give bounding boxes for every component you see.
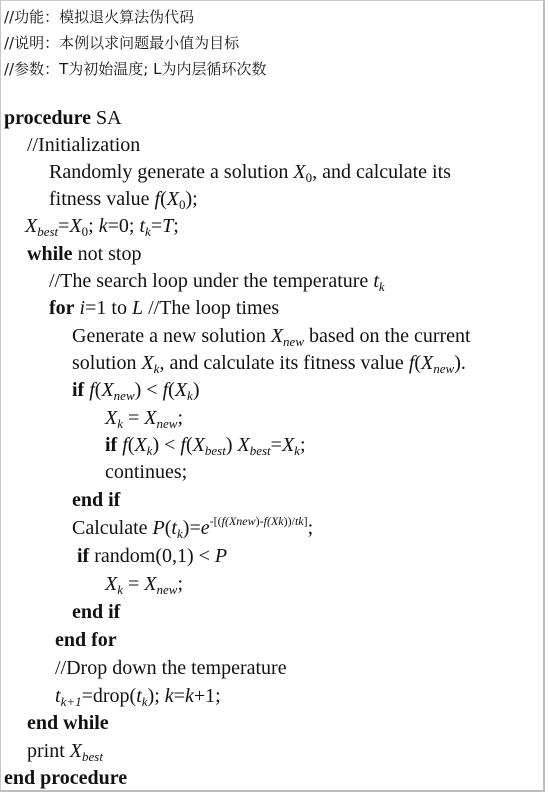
comment-function: //功能：模拟退火算法伪代码 bbox=[4, 8, 195, 26]
comment-note: //说明：本例以求问题最小值为目标 bbox=[4, 34, 240, 52]
code-line-calculate-p: Calculate $P(t_k)=e^{-[(f(Xnew)-f(Xk))/tk]}$; bbox=[72, 514, 314, 541]
kw-procedure: procedure bbox=[4, 107, 92, 129]
code-line-accept: $X_k = X_{new}$; bbox=[105, 407, 184, 431]
code-line-solution: solution $X_k$, and calculate its fitness value $f(X_{new})$. bbox=[72, 352, 466, 376]
code-line-init-comment: //Initialization bbox=[27, 134, 141, 156]
code-line-if-best: if $f(X_k) < f(X_{best})$ $X_{best}=X_k$; bbox=[105, 434, 306, 458]
code-line-print: print $X_{best}$ bbox=[27, 740, 103, 764]
code-line-if-random: if random(0,1) < P bbox=[77, 545, 228, 567]
code-line-random-generate: Randomly generate a solution $X_0$, and calculate its bbox=[49, 161, 451, 185]
code-line-end-if-1: end if bbox=[72, 489, 121, 511]
code-line-search-comment: //The search loop under the temperature $t_k$ bbox=[49, 270, 385, 294]
code-line-generate-new: Generate a new solution $X_{new}$ based on the current bbox=[72, 325, 471, 349]
code-line-procedure bbox=[4, 105, 122, 131]
code-line-end-while: end while bbox=[27, 712, 109, 734]
code-line-fitness: fitness value $f(X_0)$; bbox=[49, 188, 198, 212]
code-line-end-if-2: end if bbox=[72, 601, 121, 623]
code-line-drop-comment: //Drop down the temperature bbox=[55, 657, 287, 679]
proc-name: SA bbox=[96, 107, 122, 129]
code-line-accept-worse: $X_k = X_{new}$; bbox=[105, 573, 184, 597]
code-line-while: while not stop bbox=[27, 243, 142, 265]
code-line-end-for: end for bbox=[55, 629, 117, 651]
code-line-assign-best: $X_{best}=X_0$; k=0; $t_k=T$; bbox=[25, 215, 179, 239]
code-line-if-better: if $f(X_{new}) < f(X_k)$ bbox=[72, 379, 200, 403]
code-line-drop: $t_{k+1}=drop(t_k)$; k=k+1; bbox=[55, 685, 221, 709]
code-line-continues: continues; bbox=[105, 461, 188, 483]
comment-params: //参数：T为初始温度; L为内层循环次数 bbox=[4, 60, 267, 78]
code-line-for: for i=1 to L //The loop times bbox=[49, 297, 280, 319]
code-line-end-procedure: end procedure bbox=[4, 767, 128, 789]
